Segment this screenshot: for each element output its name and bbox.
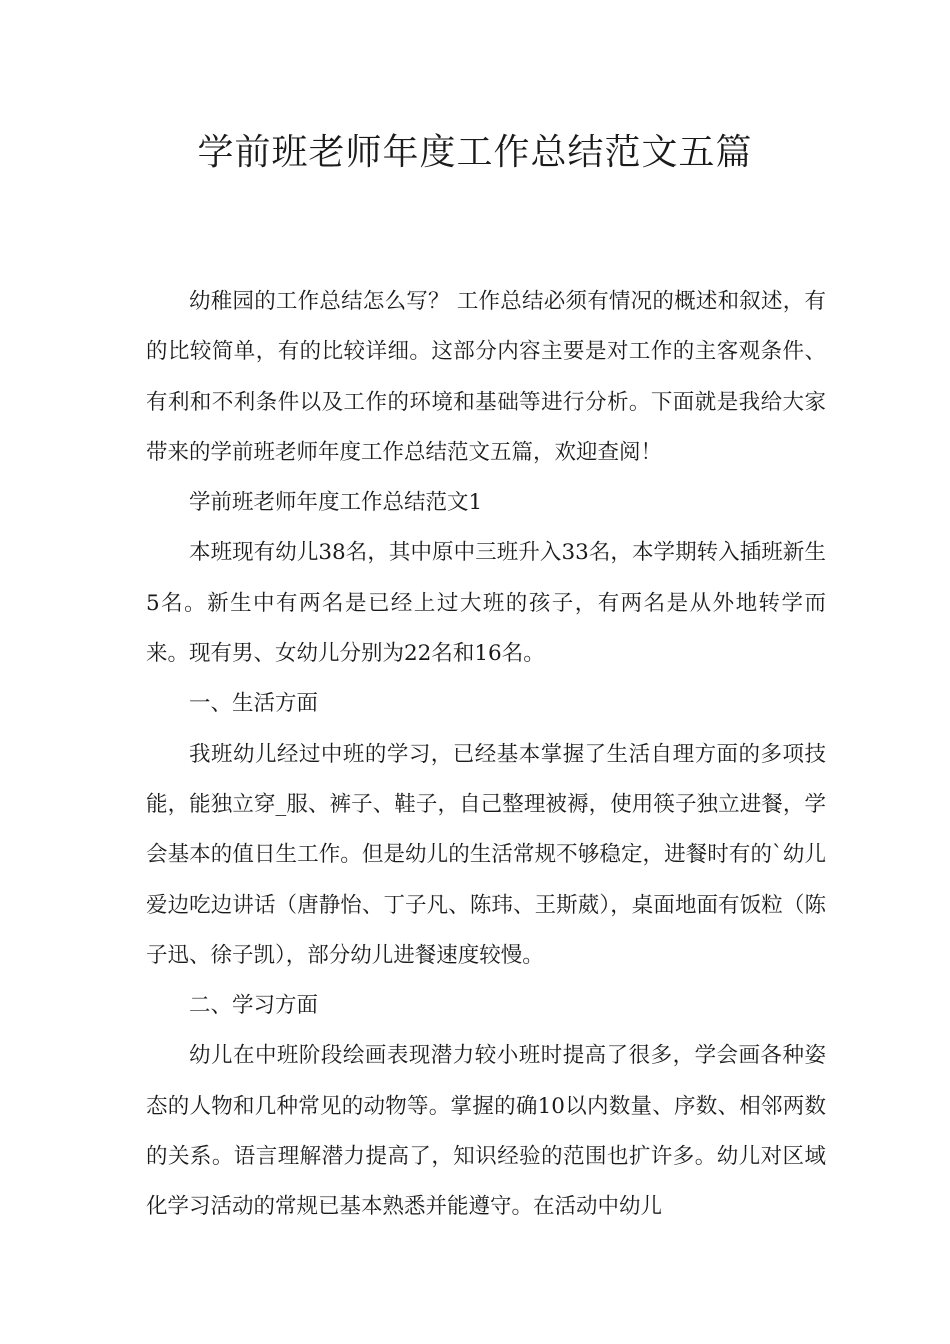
- section-heading-life: 一、生活方面: [189, 691, 319, 717]
- class-overview-paragraph: 本班现有幼儿38名，其中原中三班升入33名，本学期转入插班新生5名。新生中有两名是已经上过大班的孩子，有两名是从外地转学而来。现有男、女幼儿分别为22名和16名。: [146, 540, 826, 667]
- section-heading-study: 二、学习方面: [189, 993, 319, 1019]
- life-paragraph: 我班幼儿经过中班的学习，已经基本掌握了生活自理方面的多项技能，能独立穿_服、裤子、鞋子，自己整理被褥，使用筷子独立进餐，学会基本的值日生工作。但是幼儿的生活常规不够稳定，进餐时有的`幼儿爱边吃边讲话（唐静怡、丁子凡、陈玮、王斯葳），桌面地面有饭粒（陈子迅、徐子凯），部分幼儿进餐速度较慢。: [146, 741, 826, 968]
- section-heading-sample-1: 学前班老师年度工作总结范文1: [189, 490, 483, 516]
- study-paragraph: 幼儿在中班阶段绘画表现潜力较小班时提高了很多，学会画各种姿态的人物和几种常见的动物等。掌握的确10以内数量、序数、相邻两数的关系。语言理解潜力提高了，知识经验的范围也扩许多。幼儿对区域化学习活动的常规已基本熟悉并能遵守。在活动中幼儿: [146, 1043, 826, 1220]
- intro-paragraph: 幼稚园的工作总结怎么写？ 工作总结必须有情况的概述和叙述，有的比较简单，有的比较详细。这部分内容主要是对工作的主客观条件、有利和不利条件以及工作的环境和基础等进行分析。下面就是我给大家带来的学前班老师年度工作总结范文五篇，欢迎查阅！: [146, 289, 826, 465]
- document-title: 学前班老师年度工作总结范文五篇: [197, 132, 753, 173]
- document-body: [146, 277, 826, 1233]
